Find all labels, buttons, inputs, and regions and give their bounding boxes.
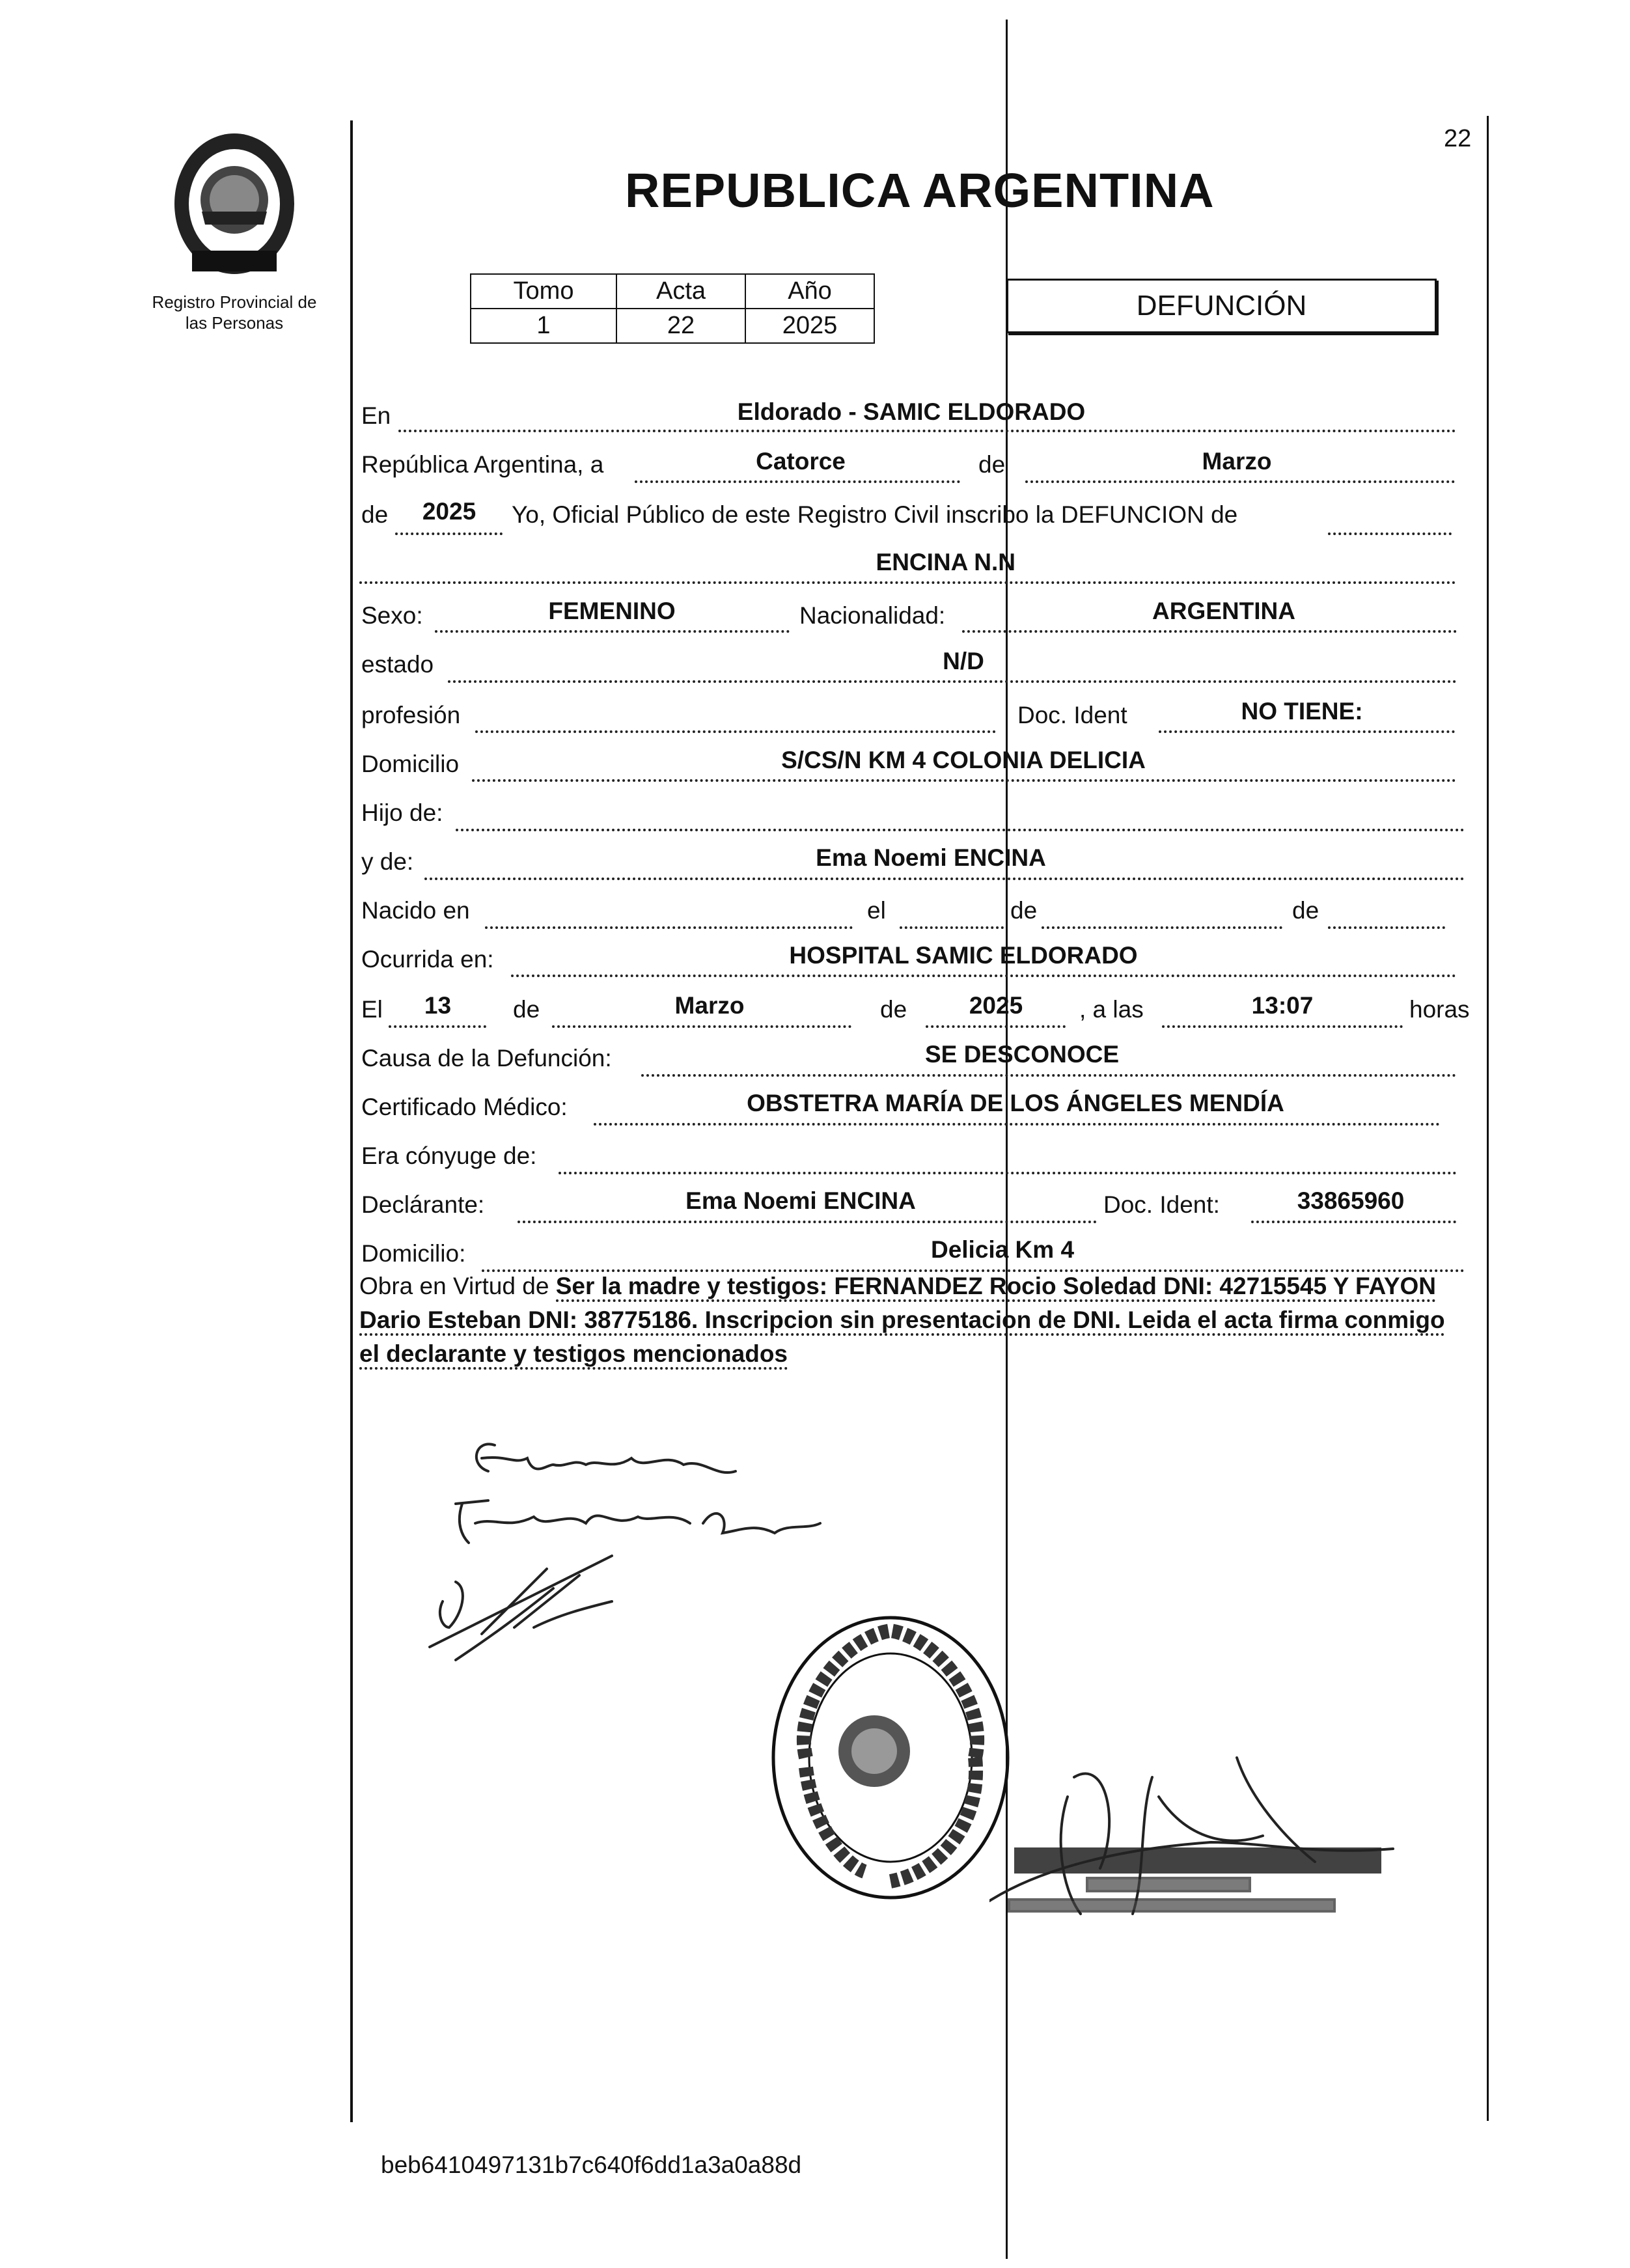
right-margin-line — [1487, 116, 1489, 2121]
inscribo-dots — [1328, 532, 1452, 535]
record-value-ano: 2025 — [745, 309, 874, 343]
declarante-label: Declárante: — [361, 1191, 485, 1218]
ocurrida-dots — [511, 975, 1456, 977]
death-year-dots — [926, 1025, 1066, 1028]
de-label: de — [978, 451, 1006, 478]
certificado-label: Certificado Médico: — [361, 1094, 568, 1120]
obra-value: Ser la madre y testigos: FERNANDEZ Rocio Soledad DNI: 42715545 Y FAYON Dario Esteban DNI: 38775186. Inscripcion sin presentacion de DNI. Leida el acta firma conmigo el declarante y testigos mencionados — [359, 1273, 1445, 1370]
causa-value: SE DESCONOCE — [924, 1041, 1120, 1068]
en-dots — [398, 430, 1456, 432]
record-header-ano: Año — [745, 274, 874, 309]
domicilio-value: S/CS/N KM 4 COLONIA DELICIA — [781, 747, 1146, 773]
death-year: 2025 — [969, 992, 1023, 1019]
page-title: REPUBLICA ARGENTINA — [625, 163, 1215, 217]
ocurrida-value: HOSPITAL SAMIC ELDORADO — [789, 942, 1138, 969]
death-de2-label: de — [880, 996, 907, 1023]
y-de-label: y de: — [361, 848, 414, 875]
decl-domicilio-label: Domicilio: — [361, 1240, 466, 1267]
doc-ident-label: Doc. Ident — [1017, 702, 1127, 728]
causa-dots — [641, 1074, 1456, 1077]
death-month-dots — [552, 1025, 851, 1028]
ocurrida-label: Ocurrida en: — [361, 946, 494, 973]
registry-logo — [166, 127, 303, 280]
nacionalidad-label: Nacionalidad: — [799, 602, 946, 629]
doc-ident-value: NO TIENE: — [1241, 698, 1363, 725]
day-dots — [635, 480, 960, 483]
causa-label: Causa de la Defunción: — [361, 1045, 612, 1072]
republica-label: República Argentina, a — [361, 451, 604, 478]
death-time-dots — [1162, 1025, 1403, 1028]
registry-caption: Registro Provincial de las Personas — [152, 292, 317, 333]
official-signature — [989, 1719, 1406, 1953]
estado-dots — [448, 680, 1457, 683]
signature-dario — [430, 1556, 612, 1660]
record-table — [470, 273, 875, 344]
record-type-box: DEFUNCIÓN — [1006, 279, 1437, 333]
domicilio-label: Domicilio — [361, 751, 460, 777]
year-dots — [395, 532, 503, 535]
year-prefix: de — [361, 501, 389, 528]
inscribo-text: Yo, Oficial Público de este Registro Civil inscribo la DEFUNCION de — [512, 501, 1238, 528]
official-stamp — [767, 1611, 1014, 1904]
nacionalidad-dots — [962, 630, 1457, 633]
signature-encina-ema — [477, 1444, 736, 1473]
death-month: Marzo — [674, 992, 745, 1019]
horas-label: horas — [1409, 996, 1470, 1023]
nacionalidad-value: ARGENTINA — [1152, 598, 1295, 624]
deceased-name: ENCINA N.N — [876, 549, 1015, 575]
hijo-dots — [456, 829, 1465, 831]
y-de-dots — [424, 878, 1465, 880]
document-hash: beb6410497131b7c640f6dd1a3a0a88d — [381, 2151, 802, 2178]
death-day: 13 — [424, 992, 452, 1019]
record-header-acta: Acta — [616, 274, 745, 309]
certificado-value: OBSTETRA MARÍA DE LOS ÁNGELES MENDÍA — [747, 1090, 1284, 1116]
nacido-year-dots — [1328, 926, 1445, 929]
decl-doc-value: 33865960 — [1297, 1187, 1405, 1214]
en-label: En — [361, 402, 391, 429]
a-las-label: , a las — [1079, 996, 1144, 1023]
conyuge-dots — [559, 1172, 1457, 1174]
sexo-label: Sexo: — [361, 602, 423, 629]
record-value-tomo: 1 — [471, 309, 616, 343]
estado-value: N/D — [943, 648, 984, 674]
profesion-label: profesión — [361, 702, 461, 728]
record-header-tomo: Tomo — [471, 274, 616, 309]
month: Marzo — [1202, 448, 1272, 475]
nacido-de1-label: de — [1010, 897, 1038, 924]
nacido-label: Nacido en — [361, 897, 470, 924]
obra-label: Obra en Virtud de — [359, 1273, 549, 1299]
declarante-dots — [518, 1221, 1097, 1223]
certificado-dots — [594, 1123, 1440, 1126]
deceased-dots — [359, 581, 1456, 584]
decl-doc-dots — [1251, 1221, 1456, 1223]
death-day-dots — [389, 1025, 486, 1028]
nacido-day-dots — [900, 926, 1004, 929]
hijo-label: Hijo de: — [361, 799, 443, 826]
left-margin-line — [350, 120, 353, 2122]
month-dots — [1025, 480, 1455, 483]
nacido-place-dots — [485, 926, 853, 929]
signature-fernandez-rocio — [456, 1500, 820, 1543]
conyuge-label: Era cónyuge de: — [361, 1142, 537, 1169]
page-number: 22 — [1444, 125, 1472, 152]
nacido-el-label: el — [867, 897, 886, 924]
el-label: El — [361, 996, 383, 1023]
estado-label: estado — [361, 651, 434, 678]
death-de1-label: de — [513, 996, 540, 1023]
sexo-value: FEMENINO — [548, 598, 676, 624]
decl-domicilio-value: Delicia Km 4 — [930, 1236, 1075, 1263]
profesion-dots — [475, 730, 996, 733]
record-value-acta: 22 — [616, 309, 745, 343]
year: 2025 — [422, 498, 477, 525]
declarante-value: Ema Noemi ENCINA — [685, 1187, 916, 1214]
decl-doc-label: Doc. Ident: — [1103, 1191, 1220, 1218]
y-de-value: Ema Noemi ENCINA — [816, 844, 1046, 871]
obra-paragraph — [359, 1269, 1466, 1371]
death-time: 13:07 — [1251, 992, 1314, 1019]
en-value: Eldorado - SAMIC ELDORADO — [737, 398, 1086, 425]
nacido-de2-label: de — [1292, 897, 1319, 924]
nacido-month-dots — [1042, 926, 1282, 929]
day-words: Catorce — [756, 448, 846, 475]
sexo-dots — [435, 630, 790, 633]
doc-ident-dots — [1159, 730, 1455, 733]
domicilio-dots — [472, 779, 1456, 782]
